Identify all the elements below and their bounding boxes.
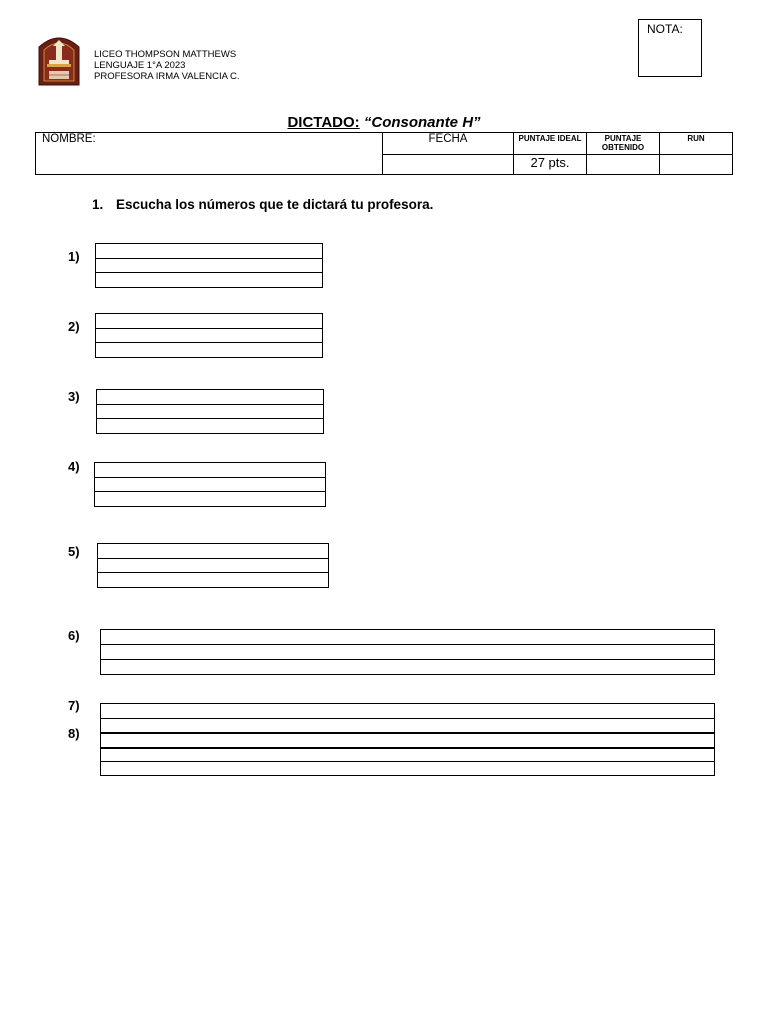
title-main: DICTADO: — [287, 114, 360, 131]
nombre-cell[interactable] — [36, 133, 383, 175]
writing-line — [101, 747, 714, 749]
answer-label-5: 5) — [68, 544, 80, 559]
puntaje-obtenido-value-cell[interactable] — [587, 155, 660, 175]
writing-line — [96, 328, 322, 329]
answer-box-1[interactable] — [95, 243, 323, 288]
run-header — [660, 133, 733, 155]
title-subtitle: “Consonante H” — [363, 114, 481, 131]
page-title — [0, 114, 768, 131]
nombre-label: NOMBRE: — [42, 133, 96, 145]
school-info — [94, 49, 240, 82]
puntaje-ideal-value: 27 pts. — [530, 155, 570, 170]
puntaje-ideal-label: PUNTAJE IDEAL — [518, 134, 582, 143]
course-line: LENGUAJE 1°A 2023 — [94, 60, 186, 71]
answer-label-4: 4) — [68, 459, 80, 474]
puntaje-obtenido-header — [587, 133, 660, 155]
answer-box-4[interactable] — [94, 462, 326, 507]
writing-line — [96, 258, 322, 259]
writing-line — [101, 761, 714, 762]
answer-box-2[interactable] — [95, 313, 323, 358]
instruction-text: Escucha los números que te dictará tu profesora. — [116, 197, 434, 212]
answer-box-6[interactable] — [100, 629, 715, 675]
writing-line — [98, 572, 328, 573]
writing-line — [95, 477, 325, 478]
run-value-cell[interactable] — [660, 155, 733, 175]
nota-label: NOTA: — [647, 22, 683, 36]
puntaje-ideal-value-cell — [514, 155, 587, 175]
answer-label-7: 7) — [68, 698, 80, 713]
answer-box-5[interactable] — [97, 543, 329, 588]
puntaje-obtenido-label: PUNTAJE OBTENIDO — [601, 134, 645, 152]
instruction — [92, 197, 433, 212]
writing-line — [96, 342, 322, 343]
writing-line — [101, 644, 714, 645]
answer-box-7-8[interactable] — [100, 703, 715, 776]
fecha-value-cell[interactable] — [383, 155, 514, 175]
writing-line — [101, 718, 714, 719]
writing-line — [97, 404, 323, 405]
school-name: LICEO THOMPSON MATTHEWS — [94, 49, 237, 60]
answer-label-2: 2) — [68, 319, 80, 334]
instruction-number: 1. — [92, 197, 104, 212]
writing-line — [101, 732, 714, 734]
answer-label-8: 8) — [68, 726, 80, 741]
school-logo — [36, 33, 82, 87]
student-info-table — [35, 132, 733, 175]
writing-line — [95, 491, 325, 492]
fecha-label: FECHA — [428, 133, 468, 145]
writing-line — [96, 272, 322, 273]
answer-label-6: 6) — [68, 628, 80, 643]
writing-line — [101, 659, 714, 660]
answer-box-3[interactable] — [96, 389, 324, 434]
teacher-line: PROFESORA IRMA VALENCIA C. — [94, 71, 240, 82]
writing-line — [97, 418, 323, 419]
fecha-header — [383, 133, 514, 155]
puntaje-ideal-header — [514, 133, 587, 155]
answer-label-3: 3) — [68, 389, 80, 404]
nota-box[interactable] — [638, 19, 702, 77]
writing-line — [98, 558, 328, 559]
run-label: RUN — [687, 134, 705, 143]
answer-label-1: 1) — [68, 249, 80, 264]
